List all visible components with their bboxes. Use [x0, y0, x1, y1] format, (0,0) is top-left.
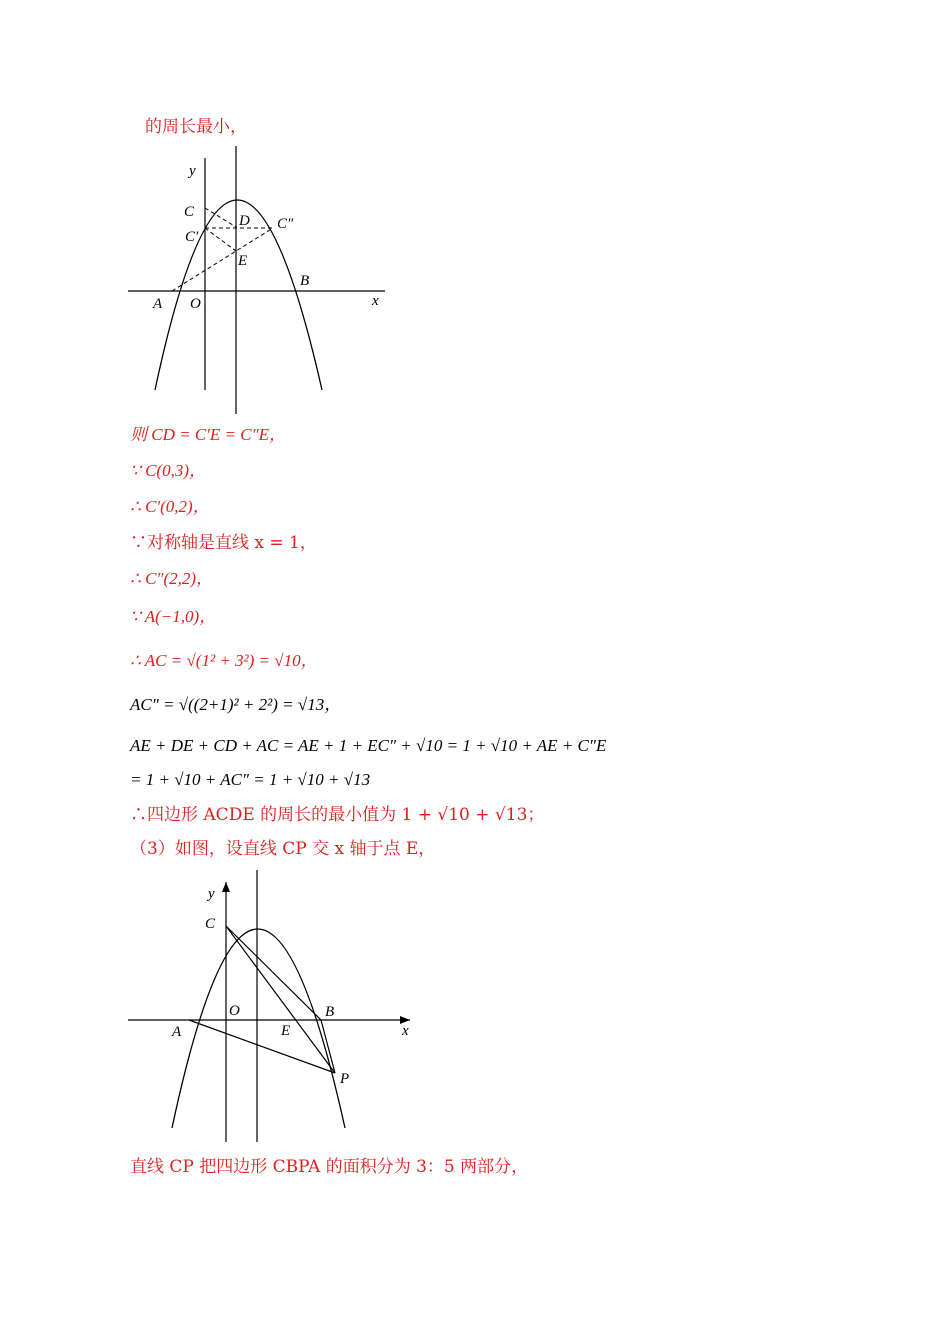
text-line-6: ∵ A(−1,0)，	[130, 607, 217, 626]
label-A: A	[172, 1024, 182, 1040]
text-line-7: ∴ AC = √(1² + 3²) = √10，	[130, 651, 318, 670]
text-line-10: = 1 + √10 + AC″ = 1 + √10 + √13	[130, 770, 371, 789]
label-C: C	[205, 916, 216, 932]
text-line-3: ∴ C′(0,2)，	[130, 497, 210, 516]
label-x: x	[372, 293, 379, 309]
label-C2: C″	[277, 216, 294, 232]
label-B: B	[325, 1004, 335, 1020]
label-A: A	[153, 296, 163, 312]
label-E: E	[281, 1023, 291, 1039]
label-x: x	[402, 1023, 409, 1039]
text-line-1: 则 CD = C′E = C″E，	[130, 425, 287, 444]
label-y: y	[189, 163, 196, 179]
segment-A-P	[189, 1020, 335, 1073]
label-y: y	[208, 886, 215, 902]
figure-2-parabola	[120, 870, 420, 1150]
label-P: P	[340, 1071, 350, 1087]
label-B: B	[300, 273, 310, 289]
text-line-4: ∵对称轴是直线 x = 1，	[130, 533, 317, 553]
text-line-8: AC″ = √((2+1)² + 2²) = √13，	[130, 695, 342, 714]
label-D: D	[239, 213, 250, 229]
text-line-11: ∴四边形 ACDE 的周长的最小值为 1 + √10 + √13；	[130, 805, 545, 825]
segment-C-B	[226, 926, 321, 1020]
segment-B-P	[321, 1020, 335, 1073]
dashed-C1-E	[205, 228, 236, 251]
figure-1-parabola	[120, 140, 400, 420]
text-line-5: ∴ C″(2,2)，	[130, 569, 214, 588]
text-line-9: AE + DE + CD + AC = AE + 1 + EC″ + √10 = 1 + √10 + AE + C″E	[130, 736, 607, 755]
segment-C-P	[226, 926, 335, 1073]
text-line-12: （3）如图，设直线 CP 交 x 轴于点 E，	[130, 839, 436, 859]
label-C: C	[184, 204, 195, 220]
label-C1: C′	[185, 229, 199, 245]
label-O: O	[190, 296, 201, 312]
text-line-13: 直线 CP 把四边形 CBPA 的面积分为 3：5 两部分，	[130, 1157, 529, 1177]
label-E: E	[238, 253, 248, 269]
label-O: O	[229, 1003, 240, 1019]
text-line-0: 的周长最小，	[145, 117, 247, 137]
y-axis-arrow	[222, 882, 230, 892]
dashed-C-D	[205, 208, 236, 227]
text-line-2: ∵ C(0,3)，	[130, 461, 206, 480]
